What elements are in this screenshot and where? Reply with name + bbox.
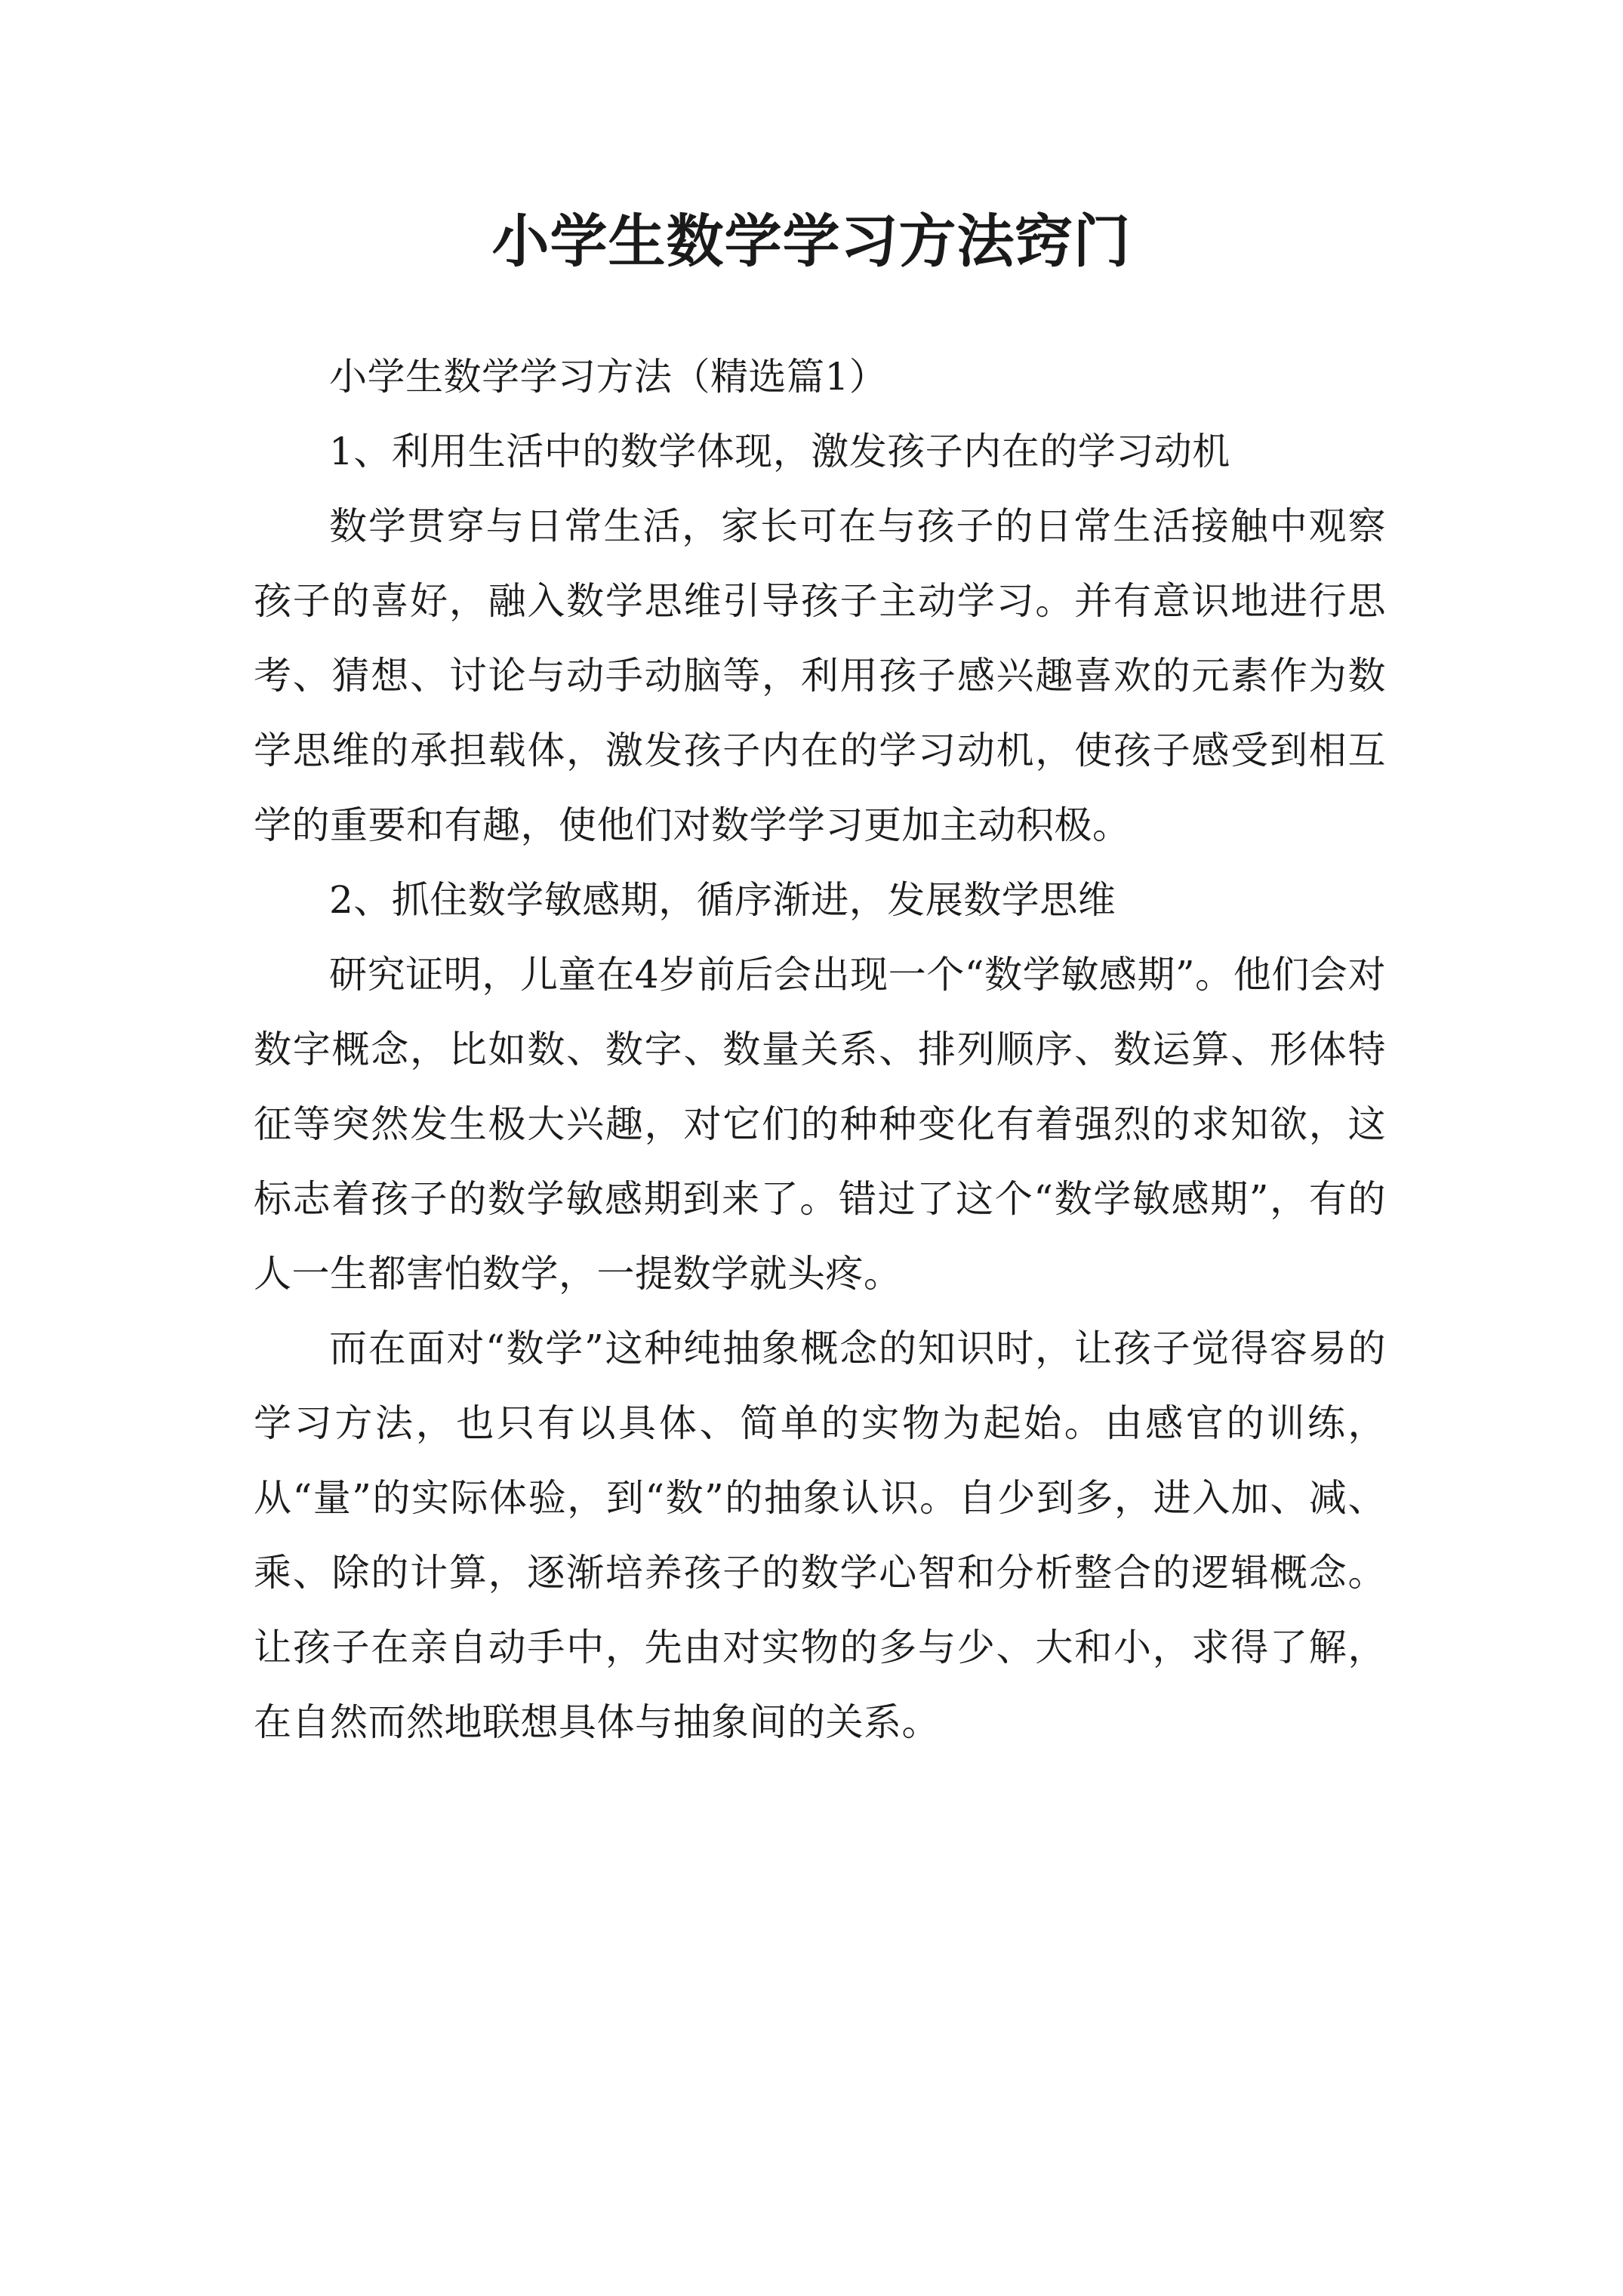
paragraph-3: 而在面对“数学”这种纯抽象概念的知识时，让孩子觉得容易的学习方法，也只有以具体、简单的实物为起始。由感官的训练，从“量”的实际体验，到“数”的抽象认识。自少到多，进入加、减、乘、除的计算，逐渐培养孩子的数学心智和分析整合的逻辑概念。让孩子在亲自动手中，先由对实物的多与少、大和小，求得了解，在自然而然地联想具体与抽象间的关系。: [254, 1327, 1386, 1744]
document-body: [254, 340, 1386, 1760]
point-heading-1: 1、利用生活中的数学体现，激发孩子内在的学习动机: [329, 430, 1230, 473]
document-title: 小学生数学学习方法窍门: [491, 208, 1132, 275]
point-heading-2: 2、抓住数学敏感期，循序渐进，发展数学思维: [329, 878, 1116, 922]
paragraph-2: 研究证明，儿童在4岁前后会出现一个“数学敏感期”。他们会对数字概念，比如数、数字、数量关系、排列顺序、数运算、形体特征等突然发生极大兴趣，对它们的种种变化有着强烈的求知欲，这标志着孩子的数学敏感期到来了。错过了这个“数学敏感期”，有的人一生都害怕数学，一提数学就头疼。: [254, 953, 1386, 1296]
paragraph-1: 数学贯穿与日常生活，家长可在与孩子的日常生活接触中观察孩子的喜好，融入数学思维引导孩子主动学习。并有意识地进行思考、猜想、讨论与动手动脑等，利用孩子感兴趣喜欢的元素作为数学思维的承担载体，激发孩子内在的学习动机，使孩子感受到相互学的重要和有趣，使他们对数学学习更加主动积极。: [254, 504, 1386, 847]
section-heading: 小学生数学学习方法（精选篇1）: [329, 355, 888, 399]
